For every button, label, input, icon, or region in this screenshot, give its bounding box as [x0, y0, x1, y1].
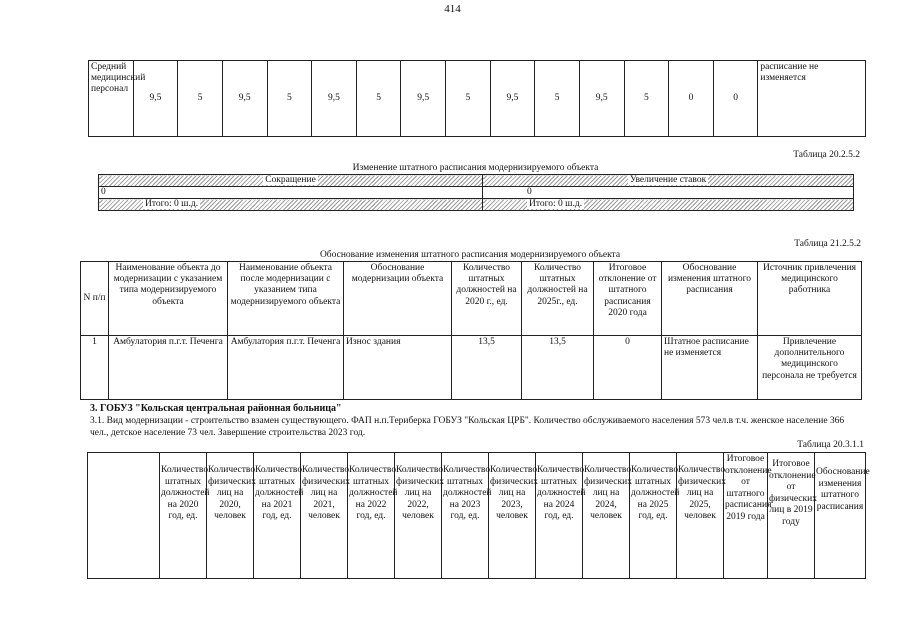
table-cell: 1: [81, 336, 109, 400]
value-reduction: 0: [99, 187, 483, 199]
header-cell: Итоговое отклонение от штатного расписания 2019 года: [724, 453, 768, 579]
section-paragraph: 3.1. Вид модернизации - строительство взамен существующего. ФАП н.п.Териберка ГОБУЗ "Кольская ЦРБ". Количество обслуживаемого населения 573 чел.в т.ч. женское население 366 чел., детское население 73 чел. Завершение строительства 2023 год.: [90, 416, 845, 438]
header-cell: Количество физических лиц на 2023, человек: [489, 453, 536, 579]
table-cell: 5: [624, 61, 669, 137]
header-cell: Количество штатных должностей на 2023 год, ед.: [442, 453, 489, 579]
table-number: Таблица 20.2.5.2: [793, 150, 860, 160]
table-cell: 0: [713, 61, 758, 137]
header-cell: Обоснование изменения штатного расписания: [662, 262, 758, 336]
table-cell: 9,5: [222, 61, 267, 137]
table-cell: 5: [178, 61, 223, 137]
header-cell: Итоговое отклонение от физических лиц в 2019 году: [768, 453, 815, 579]
table-cell: 9,5: [312, 61, 357, 137]
table-cell: 5: [267, 61, 312, 137]
header-cell: Количество штатных должностей на 2020 год, ед.: [160, 453, 207, 579]
total-reduction: Итого: 0 ш.д.: [145, 199, 199, 209]
page-number: 414: [444, 3, 461, 15]
table-cell: Амбулатория п.г.т. Печенга: [228, 336, 344, 400]
table-cell: 9,5: [490, 61, 535, 137]
table-cell: 9,5: [133, 61, 178, 137]
table-cell: 0: [669, 61, 714, 137]
header-cell: Количество штатных должностей на 2020 г., ед.: [452, 262, 522, 336]
header-cell: Количество физических лиц на 2022, человек: [395, 453, 442, 579]
header-cell: Количество физических лиц на 2021, человек: [301, 453, 348, 579]
header-cell: Обоснование изменения штатного расписания: [815, 453, 866, 579]
table-cell: Амбулатория п.г.т. Печенга: [109, 336, 228, 400]
staffing-table-2020-2025: [87, 452, 870, 579]
value-increase: 0: [483, 187, 854, 199]
header-cell: Количество штатных должностей на 2024 год, ед.: [536, 453, 583, 579]
section-heading: 3. ГОБУЗ "Кольская центральная районная больница": [90, 403, 342, 414]
header-cell: Итоговое отклонение от штатного расписания 2020 года: [594, 262, 662, 336]
header-cell: Количество физических лиц на 2025, человек: [677, 453, 724, 579]
total-increase: Итого: 0 ш.д.: [529, 199, 583, 209]
table-cell: Износ здания: [344, 336, 452, 400]
justification-table: [80, 261, 862, 400]
header-cell: Количество штатных должностей на 2025г., ед.: [522, 262, 594, 336]
header-cell: N п/п: [81, 262, 109, 336]
header-cell: Наименование объекта после модернизации с указанием типа модернизируемого объекта: [228, 262, 344, 336]
table-cell: 5: [356, 61, 401, 137]
table-title: Обоснование изменения штатного расписания модернизируемого объекта: [319, 250, 621, 260]
staff-change-table: [98, 174, 854, 211]
table-cell: 13,5: [522, 336, 594, 400]
table-cell: 9,5: [579, 61, 624, 137]
header-cell: Количество штатных должностей на 2021 год, ед.: [254, 453, 301, 579]
table-number: Таблица 20.3.1.1: [797, 440, 864, 450]
table-number: Таблица 21.2.5.2: [794, 239, 861, 249]
table-title: Изменение штатного расписания модернизируемого объекта: [352, 163, 599, 173]
header-cell: Количество физических лиц на 2020, человек: [207, 453, 254, 579]
header-increase: Увеличение ставок: [629, 175, 707, 185]
header-reduction: Сокращение: [265, 175, 316, 185]
table-cell: 13,5: [452, 336, 522, 400]
header-cell: Количество физических лиц на 2024, человек: [583, 453, 630, 579]
row-label: Средний медицинский персонал: [89, 61, 134, 137]
header-cell: Источник привлечения медицинского работника: [758, 262, 862, 336]
note-cell: расписание не изменяется: [758, 61, 866, 137]
table-cell: Привлечение дополнительного медицинского персонала не требуется: [758, 336, 862, 400]
table-cell: 5: [446, 61, 491, 137]
table-cell: 9,5: [401, 61, 446, 137]
header-cell: Обоснование модернизации объекта: [344, 262, 452, 336]
header-cell: Наименование объекта до модернизации с указанием типа модернизируемого объекта: [109, 262, 228, 336]
table-cell: 5: [535, 61, 580, 137]
table-cell: 0: [594, 336, 662, 400]
empty-header-cell: [88, 453, 160, 579]
header-cell: Количество штатных должностей на 2025 год, ед.: [630, 453, 677, 579]
header-cell: Количество штатных должностей на 2022 год, ед.: [348, 453, 395, 579]
staff-table-continuation: [88, 60, 866, 137]
table-cell: Штатное расписание не изменяется: [662, 336, 758, 400]
